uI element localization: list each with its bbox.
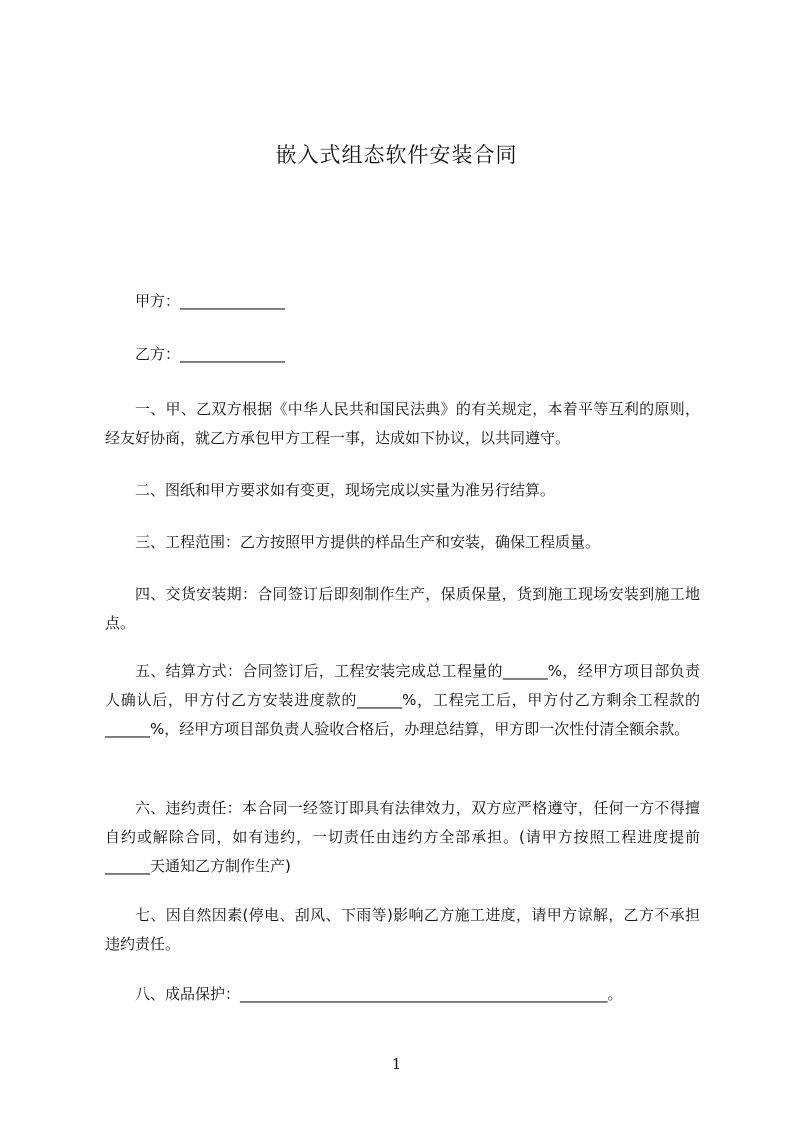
party-b-line: 乙方：______________	[135, 345, 286, 363]
clause-2: 二、图纸和甲方要求如有变更，现场完成以实量为准另行结算。	[135, 481, 556, 499]
clause-1: 一、甲、乙双方根据《中华人民共和国民法典》的有关规定，本着平等互利的原则，经友好协商，就乙方承包甲方工程一事，达成如下协议，以共同遵守。	[105, 400, 700, 447]
party-a-line: 甲方：______________	[135, 292, 286, 310]
clause-6: 六、违约责任：本合同一经签订即具有法律效力，双方应严格遵守，任何一方不得擅自约或解除合同，如有违约，一切责任由违约方全部承担。(请甲方按照工程进度提前______天通知乙方制作生产)	[105, 799, 700, 875]
clause-3: 三、工程范围：乙方按照甲方提供的样品生产和安装，确保工程质量。	[135, 533, 601, 551]
clause-8: 八、成品保护：_________________________________________________。	[135, 985, 623, 1003]
page-number: 1	[391, 1055, 402, 1073]
document-title: 嵌入式组态软件安装合同	[275, 143, 518, 167]
clause-4: 四、交货安装期：合同签订后即刻制作生产，保质保量，货到施工现场安装到施工地点。	[105, 585, 700, 632]
clause-5: 五、结算方式：合同签订后，工程安装完成总工程量的______%，经甲方项目部负责人确认后，甲方付乙方安装进度款的______%，工程完工后，甲方付乙方剩余工程款的______%，经甲方项目部负责人验收合格后，办理总结算，甲方即一次性付清全额余款。	[105, 662, 700, 738]
clause-7: 七、因自然因素(停电、刮风、下雨等)影响乙方施工进度，请甲方谅解，乙方不承担违约责任。	[105, 906, 700, 953]
